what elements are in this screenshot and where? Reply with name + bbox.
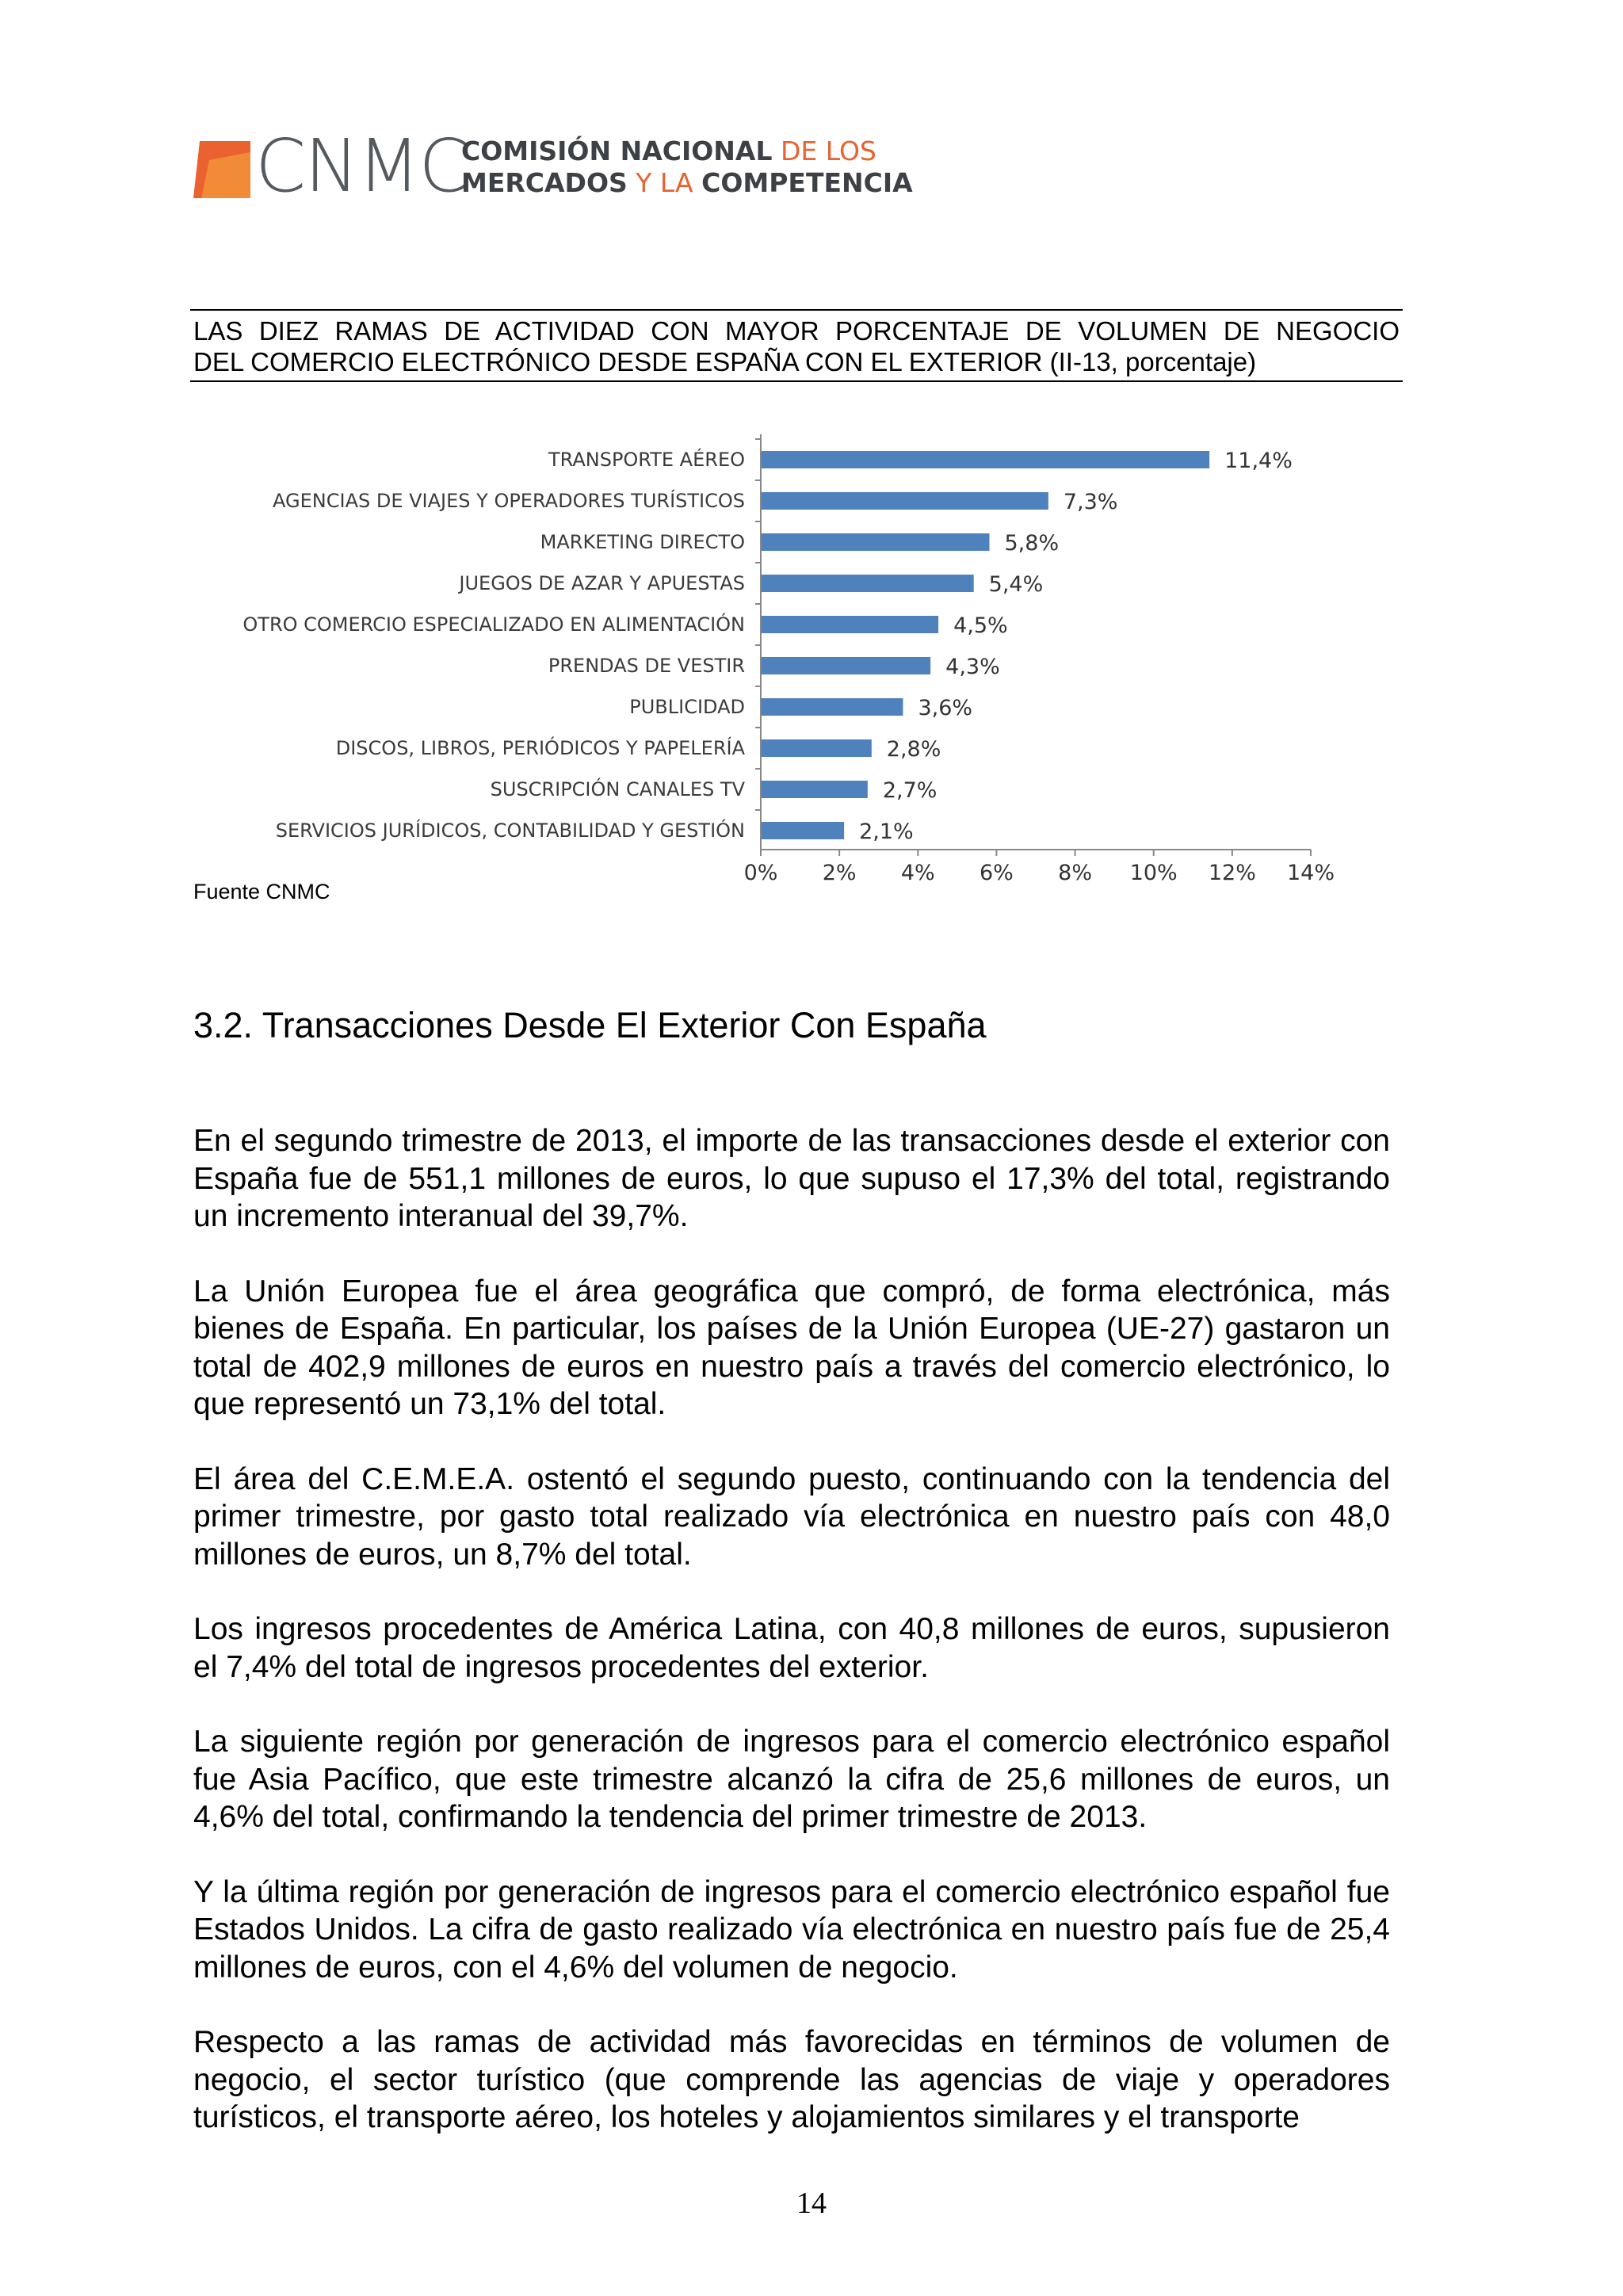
category-label: JUEGOS DE AZAR Y APUESTAS — [459, 572, 745, 594]
paragraph: El área del C.E.M.E.A. ostentó el segundo puesto, continuando con la tendencia del primer trimestre, por gasto total realizado vía electrónica en nuestro país con 48,0 millones de euros, un 8,7% del total. — [193, 1461, 1390, 1572]
x-tick-label: 0% — [743, 861, 778, 885]
body-text — [193, 1122, 1390, 2174]
paragraph: Y la última región por generación de ingresos para el comercio electrónico español fue Estados Unidos. La cifra de gasto realizado vía electrónica en nuestro país fue de 25,4 millones de euros, con el 4,6% del volumen de negocio. — [193, 1874, 1390, 1985]
bar — [762, 492, 1048, 510]
paragraph: La siguiente región por generación de ingresos para el comercio electrónico español fue Asia Pacífico, que este trimestre alcanzó la cifra de 25,6 millones de euros, un 4,6% del total, confirmando la tendencia del primer trimestre de 2013. — [193, 1725, 1390, 1834]
bar — [762, 822, 844, 839]
data-label: 4,5% — [953, 613, 1008, 638]
data-label: 3,6% — [918, 696, 973, 720]
paragraph: Los ingresos procedentes de América Latina, con 40,8 millones de euros, supusieron el 7,4% del total de ingresos procedentes del exterior. — [193, 1612, 1390, 1684]
logo-text-competencia: COMPETENCIA — [701, 167, 913, 198]
category-label: PUBLICIDAD — [629, 696, 745, 718]
category-label: AGENCIAS DE VIAJES Y OPERADORES TURÍSTICOS — [273, 490, 745, 512]
page-number: 14 — [796, 2187, 827, 2220]
category-label: SERVICIOS JURÍDICOS, CONTABILIDAD Y GESTIÓN — [275, 819, 745, 842]
chart-title-line1: LAS DIEZ RAMAS DE ACTIVIDAD CON MAYOR PORCENTAJE DE VOLUMEN DE NEGOCIO — [193, 316, 1400, 346]
x-tick-label: 14% — [1286, 861, 1335, 885]
category-label: DISCOS, LIBROS, PERIÓDICOS Y PAPELERÍA — [335, 737, 745, 759]
section-heading: 3.2. Transacciones Desde El Exterior Con España — [193, 1005, 987, 1045]
data-label: 11,4% — [1224, 449, 1293, 473]
bar — [762, 781, 868, 798]
category-label: MARKETING DIRECTO — [540, 531, 745, 553]
logo-text-y-la: Y LA — [636, 167, 693, 198]
x-tick-label: 12% — [1208, 861, 1256, 885]
bar — [762, 698, 903, 716]
paragraph: La Unión Europea fue el área geográfica que compró, de forma electrónica, más bienes de España. En particular, los países de la Unión Europea (UE-27) gastaron un total de 402,9 millones de euros en nuestro país a través del comercio electrónico, lo que representó un 73,1% del total. — [193, 1274, 1390, 1421]
category-label: OTRO COMERCIO ESPECIALIZADO EN ALIMENTACIÓN — [242, 613, 745, 636]
bar-chart — [0, 0, 1623, 888]
bar — [762, 657, 930, 674]
x-tick-label: 2% — [822, 861, 857, 885]
paragraph: En el segundo trimestre de 2013, el importe de las transacciones desde el exterior con España fue de 551,1 millones de euros, lo que supuso el 17,3% del total, registrando un incremento interanual del 39,7%. — [193, 1124, 1390, 1233]
chart-title-line2: DEL COMERCIO ELECTRÓNICO DESDE ESPAÑA CON EL EXTERIOR (II-13, porcentaje) — [193, 347, 1257, 376]
logo-text-commission: COMISIÓN NACIONAL — [461, 136, 773, 166]
paragraph: Respecto a las ramas de actividad más favorecidas en términos de volumen de negocio, el sector turístico (que comprende las agencias de viaje y operadores turísticos, el transporte aéreo, los hoteles y alojamientos similares y el transporte — [193, 2025, 1390, 2134]
logo-abbrev: CNMC — [255, 124, 468, 208]
data-label: 2,8% — [886, 737, 941, 762]
x-tick-label: 6% — [980, 861, 1014, 885]
x-tick-label: 10% — [1129, 861, 1178, 885]
bar — [762, 451, 1209, 468]
x-tick-label: 8% — [1058, 861, 1092, 885]
x-tick-label: 4% — [900, 861, 935, 885]
category-label: TRANSPORTE AÉREO — [548, 449, 745, 471]
data-label: 4,3% — [945, 655, 1000, 679]
bar — [762, 575, 974, 592]
bar — [762, 616, 938, 633]
source-note: Fuente CNMC — [193, 880, 330, 904]
bar — [762, 739, 872, 757]
logo-text-mercados: MERCADOS — [461, 167, 628, 198]
data-label: 5,4% — [988, 572, 1044, 597]
category-label: SUSCRIPCIÓN CANALES TV — [490, 778, 745, 800]
category-label: PRENDAS DE VESTIR — [548, 655, 745, 677]
data-label: 2,7% — [882, 778, 938, 803]
data-label: 2,1% — [859, 819, 914, 844]
data-label: 7,3% — [1063, 490, 1118, 514]
logo-text-de-los: DE LOS — [781, 136, 876, 166]
data-label: 5,8% — [1004, 531, 1060, 556]
bar — [762, 533, 990, 551]
